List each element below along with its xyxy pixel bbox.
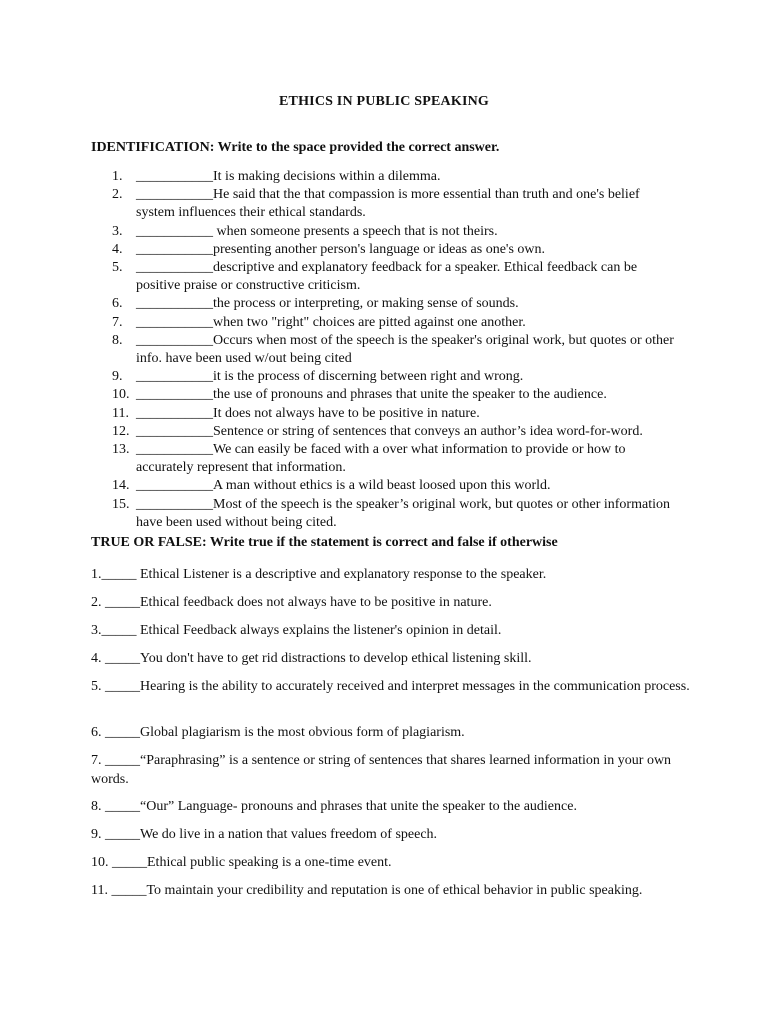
item-number: 5. — [112, 260, 123, 276]
item-number: 6. — [112, 296, 123, 312]
identification-list — [112, 168, 682, 532]
list-item — [112, 241, 682, 259]
item-text: ___________Most of the speech is the speaker’s original work, but quotes or other information have been used without being cited. — [136, 496, 670, 530]
item-number: 4. — [112, 241, 123, 257]
true-false-heading: TRUE OR FALSE: Write true if the statement is correct and false if otherwise — [91, 535, 558, 550]
list-item — [112, 332, 682, 368]
identification-heading: IDENTIFICATION: Write to the space provided the correct answer. — [91, 140, 500, 155]
item-text: ___________A man without ethics is a wild beast loosed upon this world. — [136, 478, 551, 494]
tf-item-11: 11. _____To maintain your credibility and reputation is one of ethical behavior in public speaking. — [91, 883, 643, 898]
item-number: 8. — [112, 332, 123, 348]
tf-item-10: 10. _____Ethical public speaking is a one-time event. — [91, 855, 392, 870]
item-number: 15. — [112, 496, 130, 512]
item-text: ___________It does not always have to be positive in nature. — [136, 405, 480, 421]
item-number: 9. — [112, 369, 123, 385]
list-item — [112, 441, 682, 477]
list-item — [112, 405, 682, 423]
list-item — [112, 223, 682, 241]
tf-item-6: 6. _____Global plagiarism is the most obvious form of plagiarism. — [91, 725, 465, 740]
item-number: 11. — [112, 405, 129, 421]
item-text: ___________We can easily be faced with a over what information to provide or how to accurately represent that information. — [136, 442, 626, 476]
tf-item-4: 4. _____You don't have to get rid distractions to develop ethical listening skill. — [91, 651, 532, 666]
item-number: 1. — [112, 169, 123, 184]
list-item — [112, 477, 682, 495]
list-item — [112, 168, 682, 186]
list-item — [112, 295, 682, 313]
list-item — [112, 496, 682, 532]
tf-item-9: 9. _____We do live in a nation that values freedom of speech. — [91, 827, 438, 842]
tf-item-2: 2. _____Ethical feedback does not always have to be positive in nature. — [91, 595, 492, 610]
list-item — [112, 186, 682, 222]
item-number: 13. — [112, 442, 130, 458]
tf-item-7: 7. _____“Paraphrasing” is a sentence or string of sentences that shares learned information in your own words. — [91, 753, 672, 787]
item-text: ___________Occurs when most of the speech is the speaker's original work, but quotes or other info. have been used w/out being cited — [136, 332, 674, 367]
item-text: ___________when two "right" choices are pitted against one another. — [136, 314, 526, 330]
item-text: ___________the use of pronouns and phrases that unite the speaker to the audience. — [136, 387, 607, 403]
list-item — [112, 259, 682, 295]
item-number: 14. — [112, 478, 130, 494]
page-title: ETHICS IN PUBLIC SPEAKING — [279, 94, 489, 109]
item-text: ___________descriptive and explanatory feedback for a speaker. Ethical feedback can be positive praise or constructive criticism. — [136, 260, 638, 294]
list-item — [112, 314, 682, 332]
tf-item-8: 8. _____“Our” Language- pronouns and phrases that unite the speaker to the audience. — [91, 799, 577, 814]
item-text: ___________it is the process of discerning between right and wrong. — [136, 369, 524, 385]
item-text: ___________Sentence or string of sentences that conveys an author’s idea word-for-word. — [136, 423, 643, 439]
item-text: ___________the process or interpreting, or making sense of sounds. — [136, 296, 519, 312]
list-item — [112, 386, 682, 404]
item-number: 10. — [112, 387, 130, 403]
tf-item-5: 5. _____Hearing is the ability to accurately received and interpret messages in the communication process. — [91, 679, 690, 694]
item-number: 7. — [112, 314, 123, 330]
item-number: 12. — [112, 423, 130, 439]
item-number: 2. — [112, 187, 123, 203]
item-text: ___________He said that the that compassion is more essential than truth and one's belief system influences their ethical standards. — [136, 187, 640, 221]
item-number: 3. — [112, 223, 123, 239]
list-item — [112, 423, 682, 441]
list-item — [112, 368, 682, 386]
tf-item-3: 3._____ Ethical Feedback always explains the listener's opinion in detail. — [91, 623, 502, 638]
tf-item-1: 1._____ Ethical Listener is a descriptive and explanatory response to the speaker. — [91, 567, 547, 582]
item-text: ___________presenting another person's language or ideas as one's own. — [136, 241, 546, 257]
item-text: ___________It is making decisions within a dilemma. — [136, 169, 441, 184]
item-text: ___________ when someone presents a speech that is not theirs. — [136, 223, 498, 239]
